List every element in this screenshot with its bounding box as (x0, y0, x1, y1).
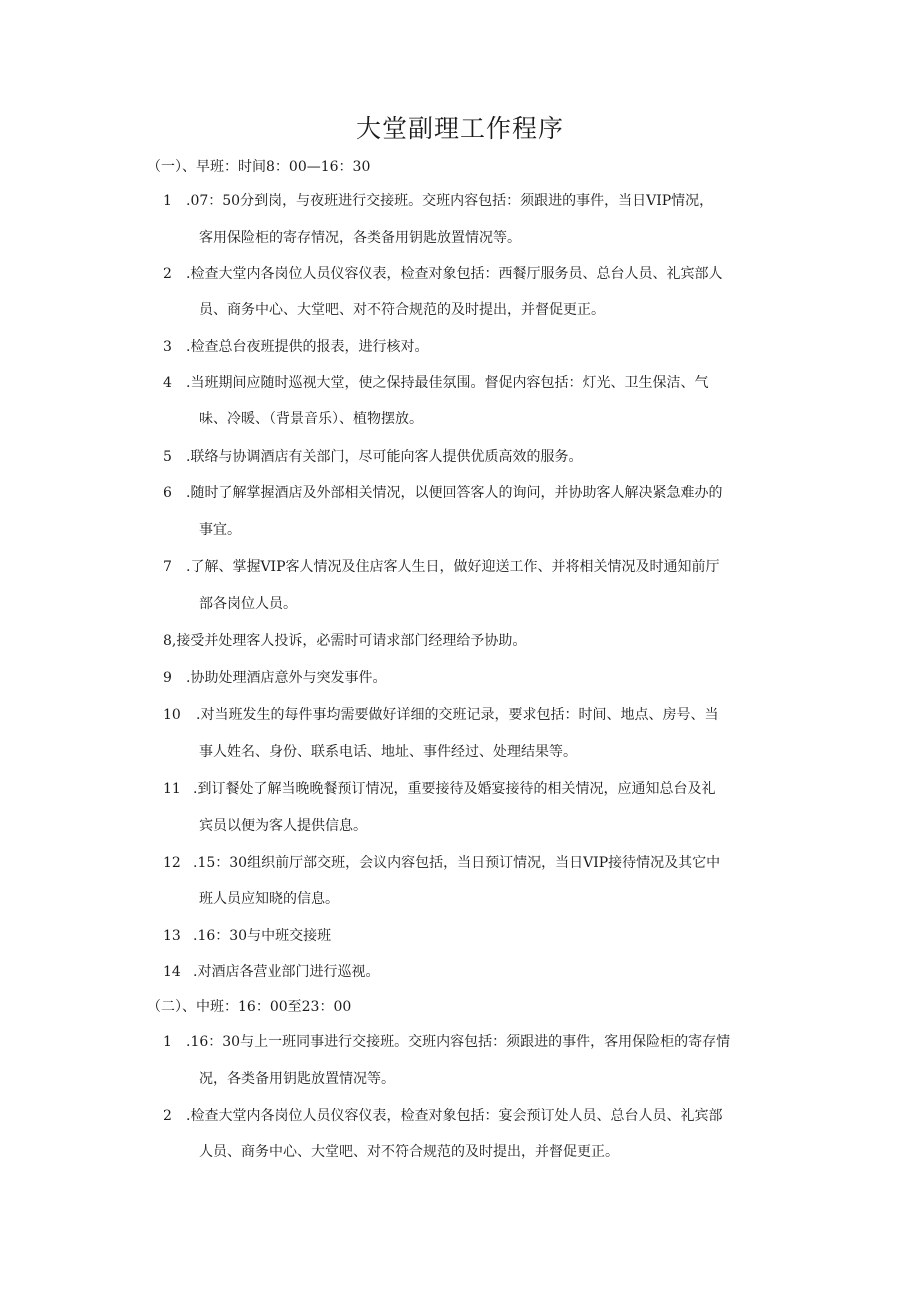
item-number: 10 (163, 707, 181, 723)
item-number: 9 (163, 670, 172, 686)
section-heading-morning: （一）、早班：时间8：00—16：30 (147, 159, 371, 175)
item-text: 部各岗位人员。 (199, 596, 297, 612)
item-number: 12 (163, 855, 181, 871)
item-number: 1 (163, 1034, 172, 1050)
item-number: 2 (163, 266, 172, 282)
item-text: 味、冷暖、（背景音乐）、植物摆放。 (199, 411, 423, 427)
item-text: .了解、掌握VIP客人情况及住店客人生日，做好迎送工作、并将相关情况及时通知前厅 (186, 559, 720, 575)
item-text: 员、商务中心、大堂吧、对不符合规范的及时提出，并督促更正。 (199, 302, 605, 318)
item-text: 客用保险柜的寄存情况，各类备用钥匙放置情况等。 (199, 230, 521, 246)
item-text: 宾员以便为客人提供信息。 (199, 818, 367, 834)
item-text: 人员、商务中心、大堂吧、对不符合规范的及时提出，并督促更正。 (199, 1144, 619, 1160)
item-text: .协助处理酒店意外与突发事件。 (186, 670, 387, 686)
item-number: 2 (163, 1108, 172, 1124)
item-text: 事人姓名、身份、联系电话、地址、事件经过、处理结果等。 (199, 744, 577, 760)
item-text: .到订餐处了解当晚晚餐预订情况，重要接待及婚宴接待的相关情况，应通知总台及礼 (193, 781, 716, 797)
item-number: 1 (163, 193, 172, 209)
item-text: .16：30与上一班同事进行交接班。交班内容包括：须跟进的事件，客用保险柜的寄存情 (186, 1034, 731, 1050)
item-text: .对当班发生的每件事均需要做好详细的交班记录，要求包括：时间、地点、房号、当 (196, 707, 719, 723)
page-title: 大堂副理工作程序 (355, 114, 564, 143)
item-text: .当班期间应随时巡视大堂，使之保持最佳氛围。督促内容包括：灯光、卫生保洁、气 (186, 375, 709, 391)
item-number: 4 (163, 375, 172, 391)
item-text: 事宜。 (199, 522, 241, 538)
item-number: 3 (163, 339, 172, 355)
section-heading-afternoon: （二）、中班：16：00至23：00 (147, 999, 352, 1015)
item-text: .检查总台夜班提供的报表，进行核对。 (186, 339, 429, 355)
item-number: 14 (163, 964, 181, 980)
item-text: .15：30组织前厅部交班，会议内容包括，当日预订情况，当日VIP接待情况及其它中 (193, 855, 721, 871)
item-number: 6 (163, 485, 172, 501)
item-text: .07：50分到岗，与夜班进行交接班。交班内容包括：须跟进的事件，当日VIP情况， (186, 193, 714, 209)
item-text: 8,接受并处理客人投诉，必需时可请求部门经理给予协助。 (163, 633, 527, 649)
item-number: 13 (163, 928, 181, 944)
item-text: 班人员应知晓的信息。 (199, 891, 339, 907)
item-text: 况，各类备用钥匙放置情况等。 (199, 1071, 395, 1087)
item-text: .联络与协调酒店有关部门，尽可能向客人提供优质高效的服务。 (186, 449, 583, 465)
item-text: .检查大堂内各岗位人员仪容仪表，检查对象包括：宴会预订处人员、总台人员、礼宾部 (186, 1108, 723, 1124)
item-text: .检查大堂内各岗位人员仪容仪表，检查对象包括：西餐厅服务员、总台人员、礼宾部人 (186, 266, 723, 282)
item-text: .随时了解掌握酒店及外部相关情况，以便回答客人的询问，并协助客人解决紧急难办的 (186, 485, 723, 501)
item-number: 7 (163, 559, 172, 575)
item-text: .16：30与中班交接班 (193, 928, 332, 944)
item-number: 5 (163, 449, 172, 465)
item-text: .对酒店各营业部门进行巡视。 (193, 964, 380, 980)
item-number: 11 (163, 781, 181, 797)
